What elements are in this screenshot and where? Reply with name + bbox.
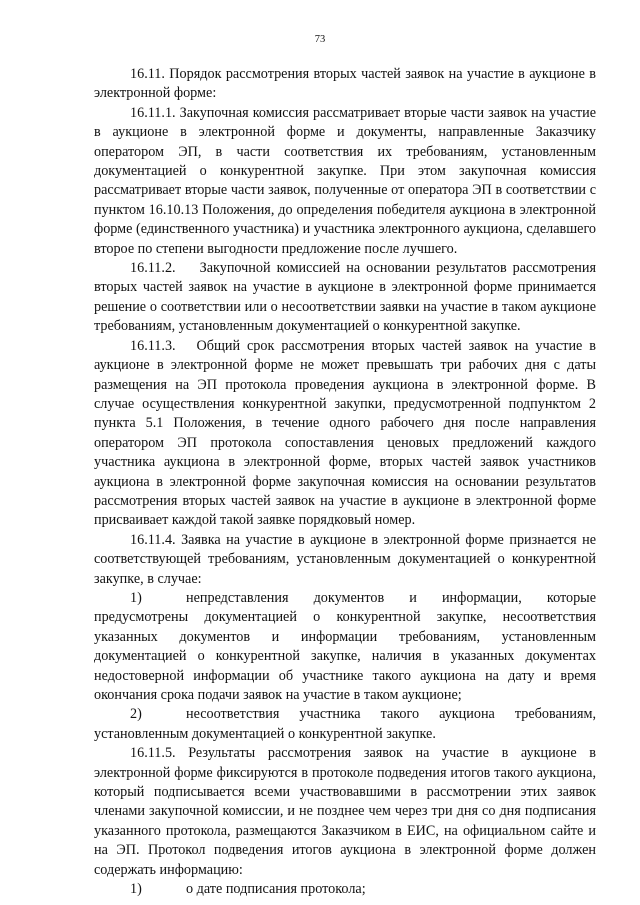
list-item [94, 705, 596, 744]
paragraph-16-11-5: 16.11.5. Результаты рассмотрения заявок на участие в аукционе в электронной форме фиксируются в протоколе подведения итогов такого аукциона, который подписывается всеми участвовавшими в рассмотрении этих заявок членами закупочной комиссии, и не позднее чем через три дня со дня подписания указанного протокола, размещаются Заказчиком в ЕИС, на официальном сайте и на ЭП. Протокол подведения итогов аукциона в электронной форме должен содержать информацию: [94, 745, 596, 878]
paragraph-16-11-2: 16.11.2. Закупочной комиссией на основании результатов рассмотрения вторых частей заявок на участие в аукционе в электронной форме принимается решение о соответствии или о несоответствии заявки на участие в таком аукционе требованиям, установленным документацией о конкурентной закупке. [94, 260, 600, 335]
list-item [94, 589, 596, 705]
list-item-text: несоответствия участника такого аукциона требованиям, установленным документацией о конкурентной закупке. [94, 706, 596, 742]
paragraph-16-11: 16.11. Порядок рассмотрения вторых частей заявок на участие в аукционе в электронной форме: [94, 66, 596, 102]
list-item-number: 2) [130, 706, 142, 723]
paragraph-16-11-1: 16.11.1. Закупочная комиссия рассматривает вторые части заявок на участие в аукционе в электронной форме и документы, направленные Заказчику оператором ЭП, в части соответствия их требованиям, установленным документацией о конкурентной закупке. При этом закупочная комиссия рассматривает вторые части заявок, полученные от оператора ЭП в соответствии с пунктом 16.10.13 Положения, до определения победителя аукциона в электронной форме (единственного участника) и участника электронного аукциона, сделавшего второе по степени выгодности предложение после лучшего. [94, 104, 596, 257]
page-number: 73 [314, 34, 326, 45]
list-item-text: непредставления документов и информации, которые предусмотрены документацией о конкурентной закупке, несоответствия указанных документов и информации требованиям, установленным документацией о конкурентной закупке, наличия в указанных документах недостоверной информации об участнике такого аукциона на дату и время окончания срока подачи заявок на участие в таком аукционе; [94, 589, 596, 703]
list-item-text: о дате подписания протокола; [186, 881, 366, 898]
list-item [94, 880, 596, 899]
list-item-number: 1) [130, 881, 142, 898]
document-body [94, 65, 600, 899]
paragraph-16-11-3: 16.11.3. Общий срок рассмотрения вторых частей заявок на участие в аукционе в электронной форме не может превышать три рабочих дня с даты размещения на ЭП протокола проведения аукциона в электронной форме. В случае осуществления конкурентной закупки, предусмотренной подпунктом 2 пункта 5.1 Положения, в течение одного рабочего дня после направления оператором ЭП протокола сопоставления ценовых предложений каждого участника аукциона в электронной форме, вторых частей заявок участников аукциона в электронной форме закупочная комиссия на основании результатов рассмотрения вторых частей заявок на участие в аукционе в электронной форме присваивает каждой такой заявке порядковый номер. [94, 337, 600, 529]
paragraph-16-11-4: 16.11.4. Заявка на участие в аукционе в электронной форме признается не соответствующей требованиям, установленным документацией о конкурентной закупке, в случае: [94, 531, 596, 587]
list-item-number: 1) [130, 589, 142, 606]
